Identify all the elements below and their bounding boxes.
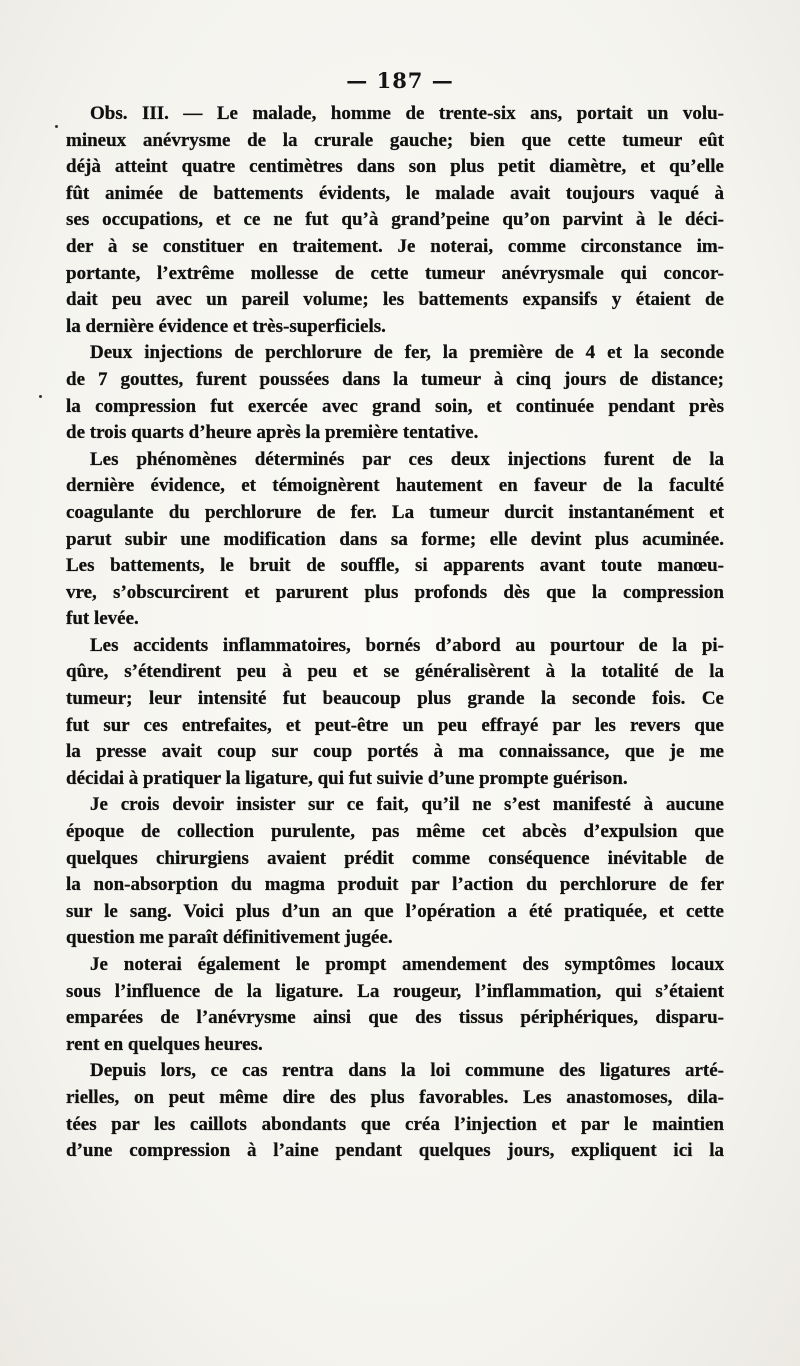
text-line: la non-absorption du magma produit par l’action du perchlorure de fer: [66, 874, 724, 896]
text-line: der à se constituer en traitement. Je noterai, comme circonstance im-: [66, 235, 724, 257]
margin-speck: [39, 395, 42, 398]
text-line: question me paraît définitivement jugée.: [66, 927, 393, 949]
text-line: Depuis lors, ce cas rentra dans la loi commune des ligatures arté-: [90, 1060, 724, 1082]
text-line: ses occupations, et ce ne fut qu’à grand’peine qu’on parvint à le déci-: [66, 209, 724, 231]
text-line: de 7 gouttes, furent poussées dans la tumeur à cinq jours de distance;: [66, 368, 724, 390]
text-line: décidai à pratiquer la ligature, qui fut suivie d’une prompte guérison.: [66, 767, 628, 789]
text-line: Les phénomènes déterminés par ces deux injections furent de la: [90, 448, 724, 470]
text-line: portante, l’extrême mollesse de cette tumeur anévrysmale qui concor-: [66, 262, 724, 284]
text-line: la presse avait coup sur coup portés à ma connaissance, que je me: [66, 741, 724, 763]
text-line: Les accidents inflammatoires, bornés d’abord au pourtour de la pi-: [90, 634, 724, 656]
text-line: dait peu avec un pareil volume; les battements expansifs y étaient de: [66, 289, 724, 311]
text-line: Les battements, le bruit de souffle, si apparents avant toute manœu-: [66, 555, 724, 577]
text-line: époque de collection purulente, pas même cet abcès d’expulsion que: [66, 821, 724, 843]
text-line: tumeur; leur intensité fut beaucoup plus grande la seconde fois. Ce: [66, 688, 724, 710]
text-line: dernière évidence, et témoignèrent hautement en faveur de la faculté: [66, 475, 724, 497]
text-line: coagulante du perchlorure de fer. La tumeur durcit instantanément et: [66, 501, 724, 523]
text-line: emparées de l’anévrysme ainsi que des tissus périphériques, disparu-: [66, 1007, 724, 1029]
text-line: fût animée de battements évidents, le malade avait toujours vaqué à: [66, 182, 724, 204]
page-number: — 187 —: [346, 68, 454, 93]
text-line: la compression fut exercée avec grand soin, et continuée pendant près: [66, 395, 724, 417]
text-line: vre, s’obscurcirent et parurent plus profonds dès que la compression: [66, 581, 724, 603]
text-line: déjà atteint quatre centimètres dans son plus petit diamètre, et qu’elle: [66, 156, 724, 178]
margin-speck: [55, 125, 58, 128]
text-line: Je noterai également le prompt amendement des symptômes locaux: [90, 954, 724, 975]
text-line: fut levée.: [66, 608, 139, 630]
text-line: d’une compression à l’aine pendant quelques jours, expliquent ici la: [66, 1140, 724, 1162]
text-line: fut sur ces entrefaites, et peut-être un peu effrayé par les revers que: [66, 714, 724, 736]
text-line: sous l’influence de la ligature. La rougeur, l’inflammation, qui s’étaient: [66, 980, 724, 1002]
text-line: Obs. III. — Le malade, homme de trente-six ans, portait un volu-: [90, 103, 724, 124]
text-line: quelques chirurgiens avaient prédit comme conséquence inévitable de: [66, 847, 724, 869]
text-line: mineux anévrysme de la crurale gauche; bien que cette tumeur eût: [66, 129, 724, 151]
text-line: parut subir une modification dans sa forme; elle devint plus acuminée.: [66, 528, 724, 550]
text-line: Je crois devoir insister sur ce fait, qu’il ne s’est manifesté à aucune: [90, 794, 724, 816]
text-line: rent en quelques heures.: [66, 1033, 263, 1055]
text-line: rielles, on peut même dire des plus favorables. Les anastomoses, dila-: [66, 1086, 724, 1108]
text-line: tées par les caillots abondants que créa l’injection et par le maintien: [66, 1113, 724, 1135]
text-line: sur le sang. Voici plus d’un an que l’opération a été pratiquée, et cette: [66, 900, 724, 922]
text-line: de trois quarts d’heure après la première tentative.: [66, 422, 479, 444]
text-line: Deux injections de perchlorure de fer, la première de 4 et la seconde: [90, 342, 724, 364]
text-line: la dernière évidence et très-superficiels.: [66, 315, 386, 337]
body-text: [66, 101, 724, 1165]
text-line: qûre, s’étendirent peu à peu et se généralisèrent à la totalité de la: [66, 661, 724, 683]
